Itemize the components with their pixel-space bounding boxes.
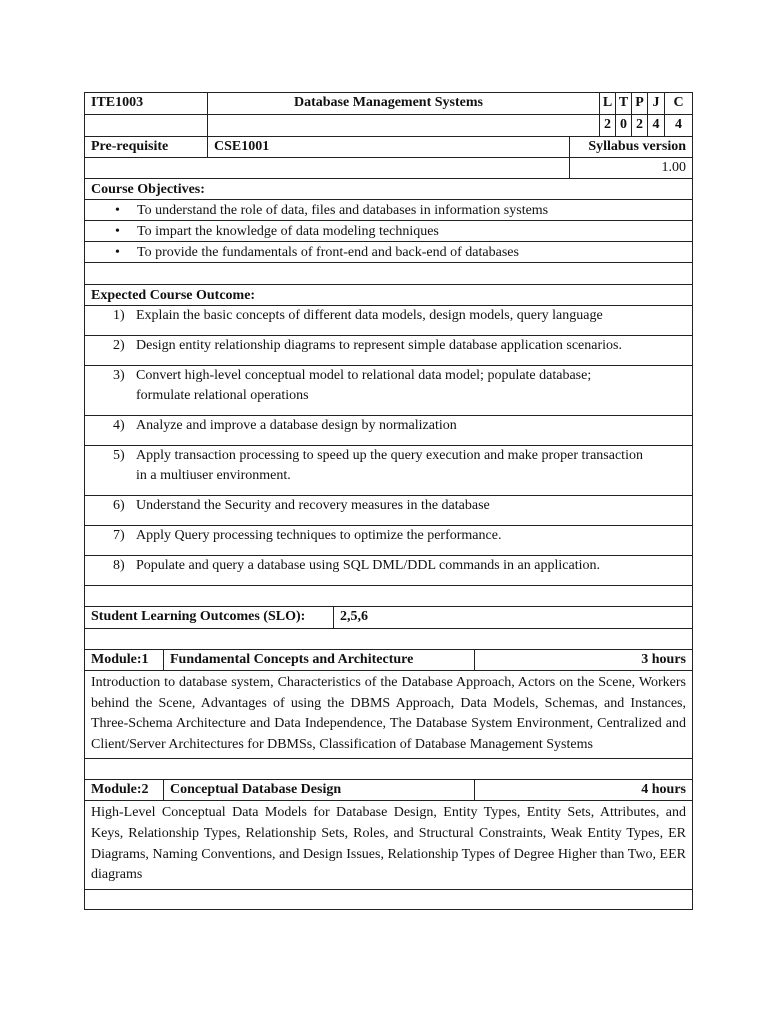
module-hours: 4 hours: [474, 780, 692, 800]
outcome-item: 1) Explain the basic concepts of different data models, design models, query language: [84, 305, 693, 335]
prerequisite-value: CSE1001: [207, 137, 569, 157]
slo-row: [84, 606, 693, 628]
syllabus-version-row: [84, 157, 693, 178]
outcome-item: 2) Design entity relationship diagrams to represent simple database application scenarios.: [84, 335, 693, 365]
module-title: Conceptual Database Design: [163, 780, 474, 800]
prerequisite-row: [84, 136, 693, 157]
outcomes-heading: Expected Course Outcome:: [84, 284, 693, 305]
ltpjc-label-t: T: [615, 93, 631, 114]
outcome-item: 5) Apply transaction processing to speed up the query execution and make proper transaction in a multiuser environment.: [84, 445, 693, 495]
ltpjc-label-l: L: [599, 93, 615, 114]
syllabus-table: [84, 92, 693, 910]
module-hours: 3 hours: [474, 650, 692, 670]
ltpjc-value-j: 4: [647, 115, 664, 136]
ltpjc-value-t: 0: [615, 115, 631, 136]
ltpjc-value-c: 4: [664, 115, 692, 136]
outcome-item: 7) Apply Query processing techniques to optimize the performance.: [84, 525, 693, 555]
outcome-item: 6) Understand the Security and recovery measures in the database: [84, 495, 693, 525]
objectives-heading: Course Objectives:: [84, 178, 693, 199]
outcome-item: 8) Populate and query a database using SQL DML/DDL commands in an application.: [84, 555, 693, 585]
bullet-icon: •: [115, 203, 120, 218]
outcome-item: 3) Convert high-level conceptual model to relational data model; populate database; formulate relational operations: [84, 365, 693, 415]
spacer-row: [84, 758, 693, 779]
module-header-row: [84, 649, 693, 670]
module-description: Introduction to database system, Characteristics of the Database Approach, Actors on the Scene, Workers behind the Scene, Advantages of using the DBMS Approach, Data Models, Schemas, and Instances, Three-Schema Architecture and Data Independence, The Database System Environment, Centralized and Client/Server Architectures for DBMSs, Classification of Database Management Systems: [84, 670, 693, 758]
module-label: Module:2: [91, 782, 149, 798]
module-label: Module:1: [91, 652, 149, 667]
objective-item: • To impart the knowledge of data modeling techniques: [84, 220, 693, 241]
objective-item: • To provide the fundamentals of front-end and back-end of databases: [84, 241, 693, 262]
objective-item: • To understand the role of data, files and databases in information systems: [84, 199, 693, 220]
course-code: ITE1003: [91, 95, 144, 110]
spacer-row: [84, 889, 693, 910]
syllabus-version-value: 1.00: [569, 158, 692, 178]
spacer-row: [84, 585, 693, 606]
header-row: [84, 92, 693, 114]
slo-value: 2,5,6: [333, 607, 453, 628]
slo-label: Student Learning Outcomes (SLO):: [91, 609, 306, 624]
spacer-row: [84, 262, 693, 284]
course-title: Database Management Systems: [207, 93, 569, 114]
ltpjc-label-p: P: [631, 93, 647, 114]
syllabus-version-label: Syllabus version: [569, 137, 692, 157]
ltpjc-label-j: J: [647, 93, 664, 114]
module-title: Fundamental Concepts and Architecture: [163, 650, 474, 670]
outcome-item: 4) Analyze and improve a database design by normalization: [84, 415, 693, 445]
ltpjc-values-row: [84, 114, 693, 136]
module-header-row: [84, 779, 693, 800]
bullet-icon: •: [115, 224, 120, 239]
module-description: High-Level Conceptual Data Models for Database Design, Entity Types, Entity Sets, Attributes, and Keys, Relationship Types, Relationship Sets, Roles, and Structural Constraints, Weak Entity Types, ER Diagrams, Naming Conventions, and Design Issues, Relationship Types of Degree Higher than Two, EER diagrams: [84, 800, 693, 888]
ltpjc-value-l: 2: [599, 115, 615, 136]
spacer-row: [84, 628, 693, 649]
bullet-icon: •: [115, 245, 120, 260]
ltpjc-value-p: 2: [631, 115, 647, 136]
prerequisite-label: Pre-requisite: [91, 139, 169, 154]
ltpjc-label-c: C: [664, 93, 692, 114]
